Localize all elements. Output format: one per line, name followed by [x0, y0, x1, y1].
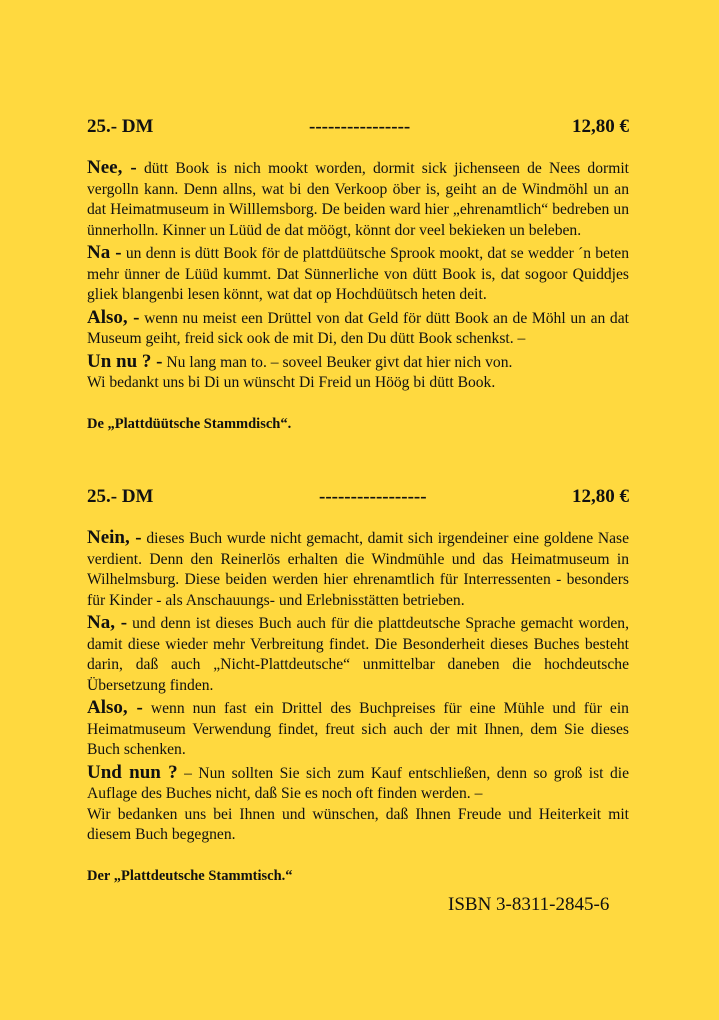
price-row	[87, 116, 629, 142]
new-price: 12,80 €	[572, 116, 629, 137]
new-price: 12,80 €	[572, 486, 629, 507]
paragraph-text: dütt Book is nich mookt worden, dormit sick jichenseen de Nees dormit vergolln kann. Denn allns, wat bi den Verkoop öber is, geiht an de Windmöhl un an dat Heimatmuseum in Willlemsborg. De beiden ward hier „ehrenamtlich“ bedreben un ünnerholln. Kinner un Lüüd de dat möögt, könnt dor veel bekieken un beleben.	[87, 160, 630, 239]
paragraph-lead: Na -	[87, 242, 122, 263]
paragraph-text: Wi bedankt uns bi Di un wünscht Di Freid un Höög bi dütt Book.	[87, 374, 496, 391]
paragraph	[87, 373, 629, 394]
paragraph-text: und denn ist dieses Buch auch für die plattdeutsche Sprache gemacht worden, damit diese wieder mehr Verbreitung findet. Die Besonderheit dieses Buches besteht darin, daß auch „Nicht-Plattdeutsche“ unmittelbar daneben die hochdeutsche Übersetzung finden.	[87, 615, 629, 694]
paragraph-lead: Und nun ?	[87, 761, 178, 783]
paragraph	[87, 352, 629, 374]
paragraph-lead: Also, -	[87, 306, 140, 328]
paragraph	[87, 805, 629, 846]
paragraph-lead: Also, -	[87, 697, 143, 718]
paragraph-lead: Nee, -	[87, 157, 137, 178]
paragraph-text: un denn is dütt Book för de plattdüütsche Sprook mookt, dat se wedder ´n beten mehr ünner de Lüüd kummt. Dat Sünnerliche von dütt Book is, dat sogoor Quiddjes gliek blangenbi lesen könnt, wat dat op Hochdüütsch heten deit.	[87, 245, 629, 303]
isbn: ISBN 3-8311-2845-6	[448, 894, 610, 915]
paragraph	[87, 613, 629, 696]
signature: De „Plattdüütsche Stammdisch“.	[87, 415, 292, 432]
paragraph	[87, 308, 629, 350]
paragraph	[87, 158, 629, 241]
low-german-section	[87, 116, 629, 433]
paragraph-text: wenn nu meist een Drüttel von dat Geld för dütt Book an de Möhl un an dat Museum geiht, freid sick ook de mit Di, den Du dütt Book schenkst. –	[87, 309, 629, 347]
paragraph	[87, 698, 629, 761]
paragraph-lead: Na, -	[87, 612, 128, 633]
high-german-section	[87, 486, 629, 885]
paragraph	[87, 243, 629, 306]
paragraph-text: Wir bedanken uns bei Ihnen und wünschen, daß Ihnen Freude und Heiterkeit mit diesem Buch begegnen.	[87, 805, 629, 843]
paragraph	[87, 528, 629, 611]
paragraph	[87, 763, 629, 805]
paragraph-lead: Nein, -	[87, 527, 142, 548]
price-separator: ----------------	[309, 116, 411, 137]
paragraph-lead: Un nu ? -	[87, 350, 163, 372]
price-separator: -----------------	[319, 486, 427, 507]
paragraph-text: dieses Buch wurde nicht gemacht, damit sich irgendeiner eine goldene Nase verdient. Denn den Reinerlös erhalten die Windmühle und das Heimatmuseum in Wilhelmsburg. Diese beiden werden hier ehrenamtlich für Interressenten - besonders für Kinder - als Anschauungs- und Erlebnisstätten betrieben.	[87, 530, 629, 609]
old-price: 25.- DM	[87, 116, 154, 137]
paragraph-text: – Nun sollten Sie sich zum Kauf entschließen, denn so groß ist die Auflage des Buches nicht, daß Sie es noch oft finden werden. –	[87, 764, 630, 802]
old-price: 25.- DM	[87, 486, 154, 507]
paragraph-text: wenn nun fast ein Drittel des Buchpreises für eine Mühle und für ein Heimatmuseum Verwendung findet, freut sich auch der mit Ihnen, dem Sie dieses Buch schenken.	[87, 700, 629, 758]
price-row	[87, 486, 629, 512]
signature: Der „Plattdeutsche Stammtisch.“	[87, 867, 293, 884]
paragraph-text: Nu lang man to. – soveel Beuker givt dat hier nich von.	[162, 353, 513, 371]
